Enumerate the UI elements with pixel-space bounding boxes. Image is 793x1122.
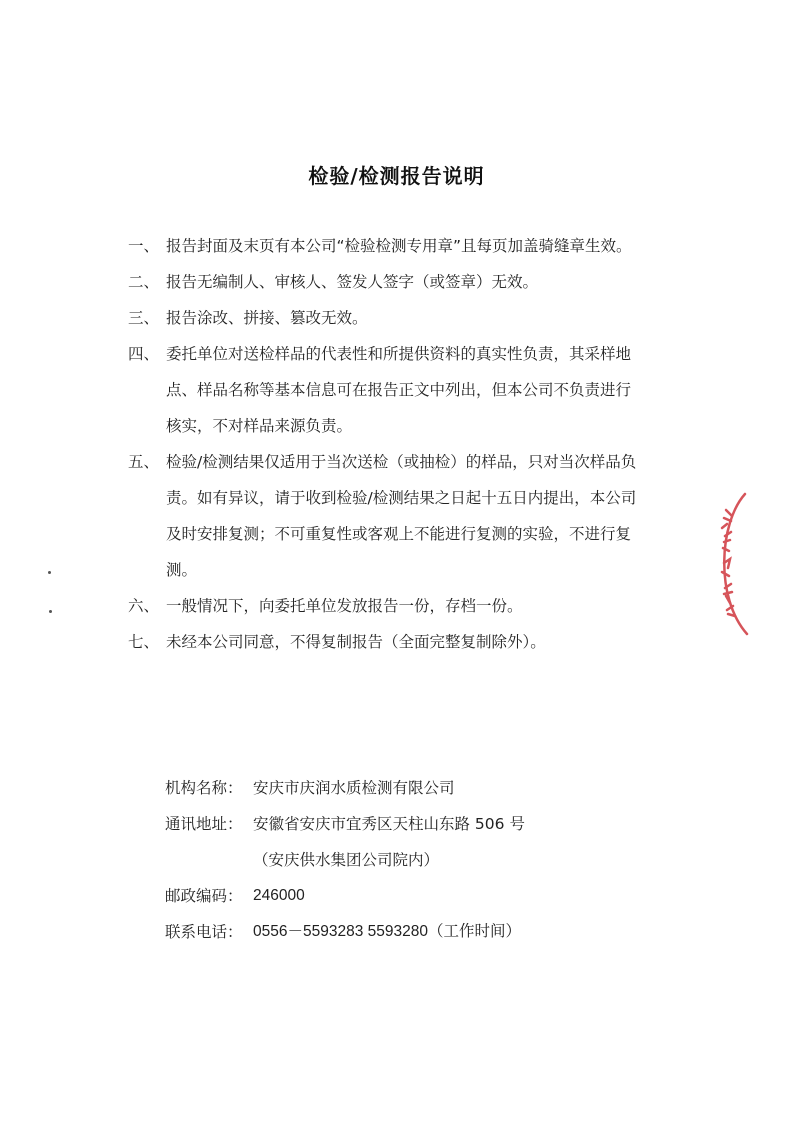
term-item: [128, 624, 688, 660]
contact-row-address: [165, 806, 635, 842]
term-item: [128, 264, 688, 300]
term-number: 五、: [128, 453, 160, 471]
term-text: 报告无编制人、审核人、签发人签字（或签章）无效。: [166, 273, 539, 291]
term-text: 检验/检测结果仅适用于当次送检（或抽检）的样品，只对当次样品负 责。如有异议，请于收到检验/检测结果之日起十五日内提出，本公司 及时安排复测；不可重复性或客观上不能进行复测的实验，不进行复 测。: [166, 453, 637, 579]
address-value: 安徽省安庆市宜秀区天柱山东路 506 号: [253, 815, 525, 833]
term-item: [128, 444, 688, 588]
term-text: 报告涂改、拼接、篡改无效。: [166, 309, 368, 327]
contact-row-phone: [165, 914, 635, 950]
term-number: 二、: [128, 273, 160, 291]
address-note-spacer: [165, 842, 253, 878]
term-number: 七、: [128, 633, 160, 651]
postcode-value: 246000: [253, 887, 305, 904]
term-item: [128, 300, 688, 336]
postcode-label: 邮政编码：: [165, 887, 243, 905]
term-item: [128, 336, 688, 444]
term-number: 一、: [128, 237, 160, 255]
term-item: [128, 228, 688, 264]
phone-label: 联系电话：: [165, 923, 243, 941]
term-text: 一般情况下，向委托单位发放报告一份，存档一份。: [166, 597, 523, 615]
address-note: （安庆供水集团公司院内）: [253, 851, 440, 869]
contact-row-address-note: [165, 842, 635, 878]
contact-block: [165, 770, 635, 950]
term-text: 报告封面及末页有本公司“检验检测专用章”且每页加盖骑缝章生效。: [166, 237, 632, 255]
scan-speck: [49, 610, 52, 613]
scan-speck: [48, 571, 51, 574]
contact-row-postcode: [165, 878, 635, 914]
phone-value: 0556－5593283 5593280（工作时间）: [253, 923, 521, 940]
page-title: 检验/检测报告说明: [308, 164, 485, 188]
contact-row-org: [165, 770, 635, 806]
org-value: 安庆市庆润水质检测有限公司: [253, 779, 455, 797]
term-item: [128, 588, 688, 624]
seam-seal-stamp-icon: [705, 488, 757, 638]
org-label: 机构名称：: [165, 779, 243, 797]
term-number: 六、: [128, 597, 160, 615]
terms-list: [128, 228, 688, 660]
term-text: 未经本公司同意，不得复制报告（全面完整复制除外）。: [166, 633, 546, 651]
address-label: 通讯地址：: [165, 815, 243, 833]
term-number: 三、: [128, 309, 160, 327]
term-number: 四、: [128, 345, 160, 363]
term-text: 委托单位对送检样品的代表性和所提供资料的真实性负责，其采样地 点、样品名称等基本信息可在报告正文中列出，但本公司不负责进行 核实，不对样品来源负责。: [166, 345, 632, 435]
